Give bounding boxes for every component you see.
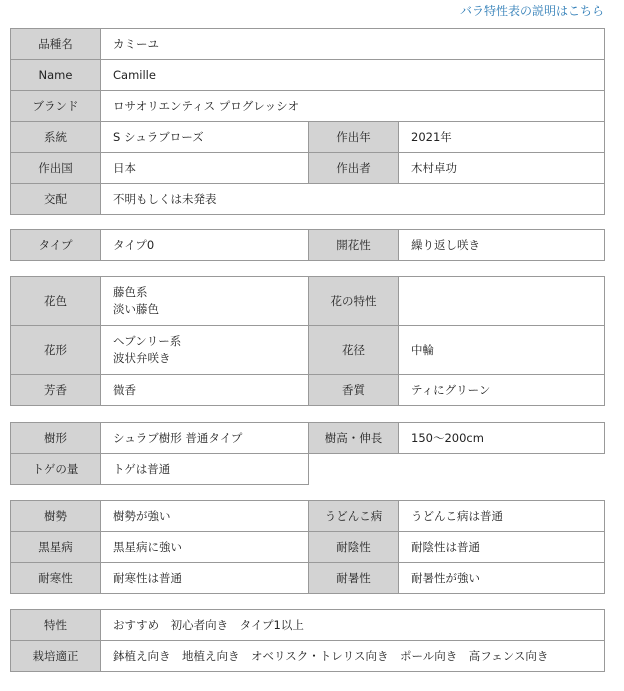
cross-label: 交配 bbox=[11, 184, 101, 215]
feature-label: 特性 bbox=[11, 610, 101, 641]
scent-type-label: 香質 bbox=[309, 375, 399, 406]
heat-tolerance-label: 耐暑性 bbox=[309, 563, 399, 594]
shade-tolerance-label: 耐陰性 bbox=[309, 532, 399, 563]
plant-height-label: 樹高・伸長 bbox=[309, 423, 399, 454]
basic-info-table bbox=[10, 28, 605, 215]
thorn-value: トゲは普通 bbox=[101, 454, 309, 485]
brand-label: ブランド bbox=[11, 91, 101, 122]
brand-value: ロサオリエンティス プログレッシオ bbox=[101, 91, 605, 122]
variety-name-label: 品種名 bbox=[11, 29, 101, 60]
year-label: 作出年 bbox=[309, 122, 399, 153]
table-row bbox=[11, 122, 605, 153]
cultivation-label: 栽培適正 bbox=[11, 641, 101, 672]
table-row bbox=[11, 641, 605, 672]
fragrance-label: 芳香 bbox=[11, 375, 101, 406]
table-row bbox=[11, 610, 605, 641]
spec-explanation-link[interactable]: バラ特性表の説明はこちら bbox=[459, 4, 604, 18]
blackspot-label: 黒星病 bbox=[11, 532, 101, 563]
table-row bbox=[11, 277, 605, 326]
type-label: タイプ bbox=[11, 230, 101, 261]
blackspot-value: 黒星病に強い bbox=[101, 532, 309, 563]
cross-value: 不明もしくは未発表 bbox=[101, 184, 605, 215]
flower-shape-line: ヘブンリー系 bbox=[113, 334, 182, 348]
plant-table bbox=[10, 422, 605, 485]
bloom-label: 開花性 bbox=[309, 230, 399, 261]
usage-table bbox=[10, 609, 605, 672]
flower-table bbox=[10, 276, 605, 406]
table-row bbox=[11, 60, 605, 91]
heat-tolerance-value: 耐暑性が強い bbox=[399, 563, 605, 594]
flower-size-label: 花径 bbox=[309, 326, 399, 375]
flower-trait-label: 花の特性 bbox=[309, 277, 399, 326]
breeder-value: 木村卓功 bbox=[399, 153, 605, 184]
mildew-label: うどんこ病 bbox=[309, 501, 399, 532]
vigor-value: 樹勢が強い bbox=[101, 501, 309, 532]
bloom-value: 繰り返し咲き bbox=[399, 230, 605, 261]
cold-tolerance-label: 耐寒性 bbox=[11, 563, 101, 594]
table-row bbox=[11, 454, 605, 485]
english-name-label: Name bbox=[11, 60, 101, 91]
health-table bbox=[10, 500, 605, 594]
thorn-label: トゲの量 bbox=[11, 454, 101, 485]
country-label: 作出国 bbox=[11, 153, 101, 184]
table-row bbox=[11, 501, 605, 532]
lineage-value: S シュラブローズ bbox=[101, 122, 309, 153]
type-value: タイプ0 bbox=[101, 230, 309, 261]
cold-tolerance-value: 耐寒性は普通 bbox=[101, 563, 309, 594]
vigor-label: 樹勢 bbox=[11, 501, 101, 532]
plant-form-label: 樹形 bbox=[11, 423, 101, 454]
breeder-label: 作出者 bbox=[309, 153, 399, 184]
table-row bbox=[11, 184, 605, 215]
mildew-value: うどんこ病は普通 bbox=[399, 501, 605, 532]
table-row bbox=[11, 230, 605, 261]
country-value: 日本 bbox=[101, 153, 309, 184]
table-row bbox=[11, 91, 605, 122]
flower-trait-value bbox=[399, 277, 605, 326]
flower-color-value bbox=[101, 277, 309, 326]
scent-type-value: ティにグリーン bbox=[399, 375, 605, 406]
table-row bbox=[11, 563, 605, 594]
table-row bbox=[11, 29, 605, 60]
type-table bbox=[10, 229, 605, 261]
flower-color-line: 藤色系 bbox=[113, 285, 148, 299]
table-row bbox=[11, 326, 605, 375]
shade-tolerance-value: 耐陰性は普通 bbox=[399, 532, 605, 563]
table-row bbox=[11, 532, 605, 563]
flower-color-label: 花色 bbox=[11, 277, 101, 326]
lineage-label: 系統 bbox=[11, 122, 101, 153]
table-row bbox=[11, 423, 605, 454]
flower-color-line: 淡い藤色 bbox=[113, 302, 159, 316]
fragrance-value: 微香 bbox=[101, 375, 309, 406]
table-row bbox=[11, 375, 605, 406]
empty-cell bbox=[309, 454, 605, 485]
flower-size-value: 中輪 bbox=[399, 326, 605, 375]
cultivation-value: 鉢植え向き 地植え向き オベリスク・トレリス向き ポール向き 高フェンス向き bbox=[101, 641, 605, 672]
plant-height-value: 150〜200cm bbox=[399, 423, 605, 454]
flower-shape-line: 波状弁咲き bbox=[113, 351, 171, 365]
feature-value: おすすめ 初心者向き タイプ1以上 bbox=[101, 610, 605, 641]
table-row bbox=[11, 153, 605, 184]
variety-name-value: カミーユ bbox=[101, 29, 605, 60]
english-name-value: Camille bbox=[101, 60, 605, 91]
flower-shape-value bbox=[101, 326, 309, 375]
year-value: 2021年 bbox=[399, 122, 605, 153]
plant-form-value: シュラブ樹形 普通タイプ bbox=[101, 423, 309, 454]
flower-shape-label: 花形 bbox=[11, 326, 101, 375]
